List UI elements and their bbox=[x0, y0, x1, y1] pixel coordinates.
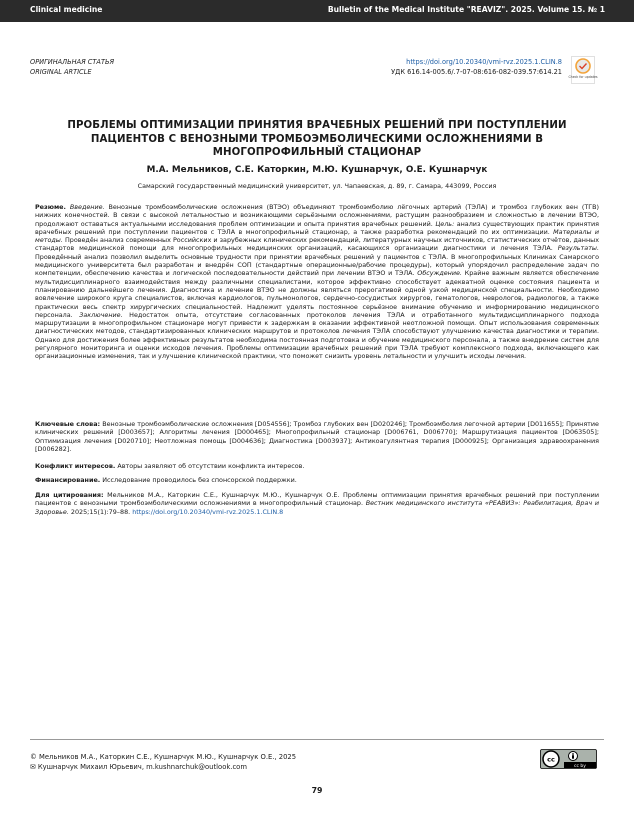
footer-info bbox=[30, 752, 296, 772]
keywords bbox=[35, 420, 599, 453]
article-identifiers bbox=[391, 58, 562, 77]
aim-text: анализ существующих практик принятия врачебных решений при поступлении пациентов с ТЭЛА в многопрофильный стационар, а также разработка рекомендаций по их оптимизации. bbox=[35, 219, 600, 236]
citation-label: Для цитирования: bbox=[35, 491, 104, 499]
svg-text:cc: cc bbox=[547, 755, 555, 764]
keywords-text: Венозные тромбоэмболические осложнения [D054556]; Тромбоз глубоких вен [D020246]; Тромбоэмболия легочной артерии [D011655]; Принятие клинических решений [D003657]; Алгоритмы лечения [D000465]; Многопрофильный стационар [D006761, D006770]; Маршрутизация пациентов [D063505]; Оптимизация лечения [D020710]; Неотложная помощь [D004636]; Диагностика [D003937]; Антикоагулянтная терапия [D000925]; Организация здравоохранения [D006282]. bbox=[35, 420, 599, 453]
citation-journal: Вестник медицинского института «РЕАВИЗ»: Реабилитация, Врач и Здоровье. bbox=[35, 499, 599, 516]
keywords-label: Ключевые слова: bbox=[35, 420, 101, 428]
journal-issue: Bulletin of the Medical Institute "REAVIZ". 2025. Volume 15. № 1 bbox=[327, 5, 605, 14]
results-text: Проведённый анализ позволил выделить основные трудности при принятии врачебных решений у пациентов с ТЭЛА. В многопрофильных Клиниках Самарского медицинского университета был разработан и внедрён СОП (стандартные операционные/рабочие процедуры), который упорядочил распределение задач по компетенции, обеспечению качества и логической последовательности действий при лечении ВТЭО и ТЭЛА. bbox=[35, 252, 599, 278]
conflict-of-interest bbox=[35, 462, 599, 470]
intro-label: Введение. bbox=[69, 203, 105, 211]
article-type-en: ORIGINAL ARTICLE bbox=[30, 67, 92, 76]
article-title: ПРОБЛЕМЫ ОПТИМИЗАЦИИ ПРИНЯТИЯ ВРАЧЕБНЫХ РЕШЕНИЙ ПРИ ПОСТУПЛЕНИИ ПАЦИЕНТОВ С ВЕНОЗНЫМИ ТРОМБОЭМБОЛИЧЕСКИМИ ОСЛОЖНЕНИЯМИ В МНОГОПРОФИЛЬНЫЙ СТАЦИОНАР bbox=[67, 120, 567, 158]
article-type-ru: ОРИГИНАЛЬНАЯ СТАТЬЯ bbox=[30, 58, 115, 66]
citation-doi-link[interactable]: https://doi.org/10.20340/vmi-rvz.2025.1.CLIN.8 bbox=[132, 507, 284, 516]
doi-link[interactable]: https://doi.org/10.20340/vmi-rvz.2025.1.CLIN.8 bbox=[406, 58, 562, 66]
conclusion-text: Недостаток опыта, отсутствие согласованных протоколов лечения ТЭЛА и отработанного мультидисциплинарного подхода маршрутизации в многопрофильном стационаре могут привести к задержкам в оказании эффективной неотложной помощи. Опыт использования современных диагностических методов, стандартизированных клинических маршрутов и протоколов лечения ТЭЛА способствуют улучшению качества диагностики и терапии. Однако для достижения более эффективных результатов необходима постоянная подготовка и обучение медицинского персонала, а также внедрение систем для регулярного мониторинга и оценки исходов лечения. Проблемы оптимизации врачебных решений при ТЭЛА требуют комплексного подхода, включающего как организационные изменения, так и улучшение клинической практики, что поможет снизить уровень летальности и улучшить исходы лечения. bbox=[35, 310, 600, 361]
author-list: М.А. Мельников, С.Е. Каторкин, М.Ю. Кушнарчук, О.Е. Кушнарчук bbox=[146, 165, 488, 175]
conclusion-label: Заключение. bbox=[79, 310, 123, 319]
footer-divider bbox=[30, 739, 604, 740]
cc-license-badge[interactable] bbox=[540, 749, 597, 769]
citation-text: Мельников М.А., Каторкин С.Е., Кушнарчук М.Ю., Кушнарчук О.Е. Проблемы оптимизации принятия врачебных решений при поступлении пациентов с венозными тромбоэмболическими осложнениями в многопрофильный стационар. bbox=[35, 491, 599, 508]
article-type bbox=[30, 58, 114, 77]
abstract bbox=[35, 203, 599, 361]
affiliation: Самарский государственный медицинский университет, ул. Чапаевская, д. 89, г. Самара, 443099, Россия bbox=[137, 182, 497, 190]
section-name: Clinical medicine bbox=[30, 5, 103, 14]
copyright: © Мельников М.А., Каторкин С.Е., Кушнарчук М.Ю., Кушнарчук О.Е., 2025 bbox=[30, 753, 297, 761]
check-for-updates-badge[interactable] bbox=[568, 56, 598, 84]
citation-year-pages: 2025;15(1):79–88. bbox=[68, 507, 133, 516]
funding bbox=[35, 476, 599, 484]
funding-label: Финансирование. bbox=[35, 476, 101, 484]
methods-label: Материалы и методы. bbox=[35, 227, 600, 245]
check-updates-icon bbox=[568, 56, 598, 84]
methods-text: Проведён анализ современных Российских и зарубежных клинических рекомендаций, литературных научных источников, статистических отчётов, данных стандартов медицинской помощи для многопрофильных медицинских организаций, касающихся организации диагностики и лечения ТЭЛА. bbox=[35, 236, 599, 253]
aim-label: Цель: bbox=[435, 219, 455, 228]
discussion-label: Обсуждение. bbox=[417, 269, 462, 278]
page-number: 79 bbox=[311, 786, 323, 795]
running-header bbox=[0, 0, 634, 22]
funding-text: Исследование проводилось без спонсорской поддержки. bbox=[100, 476, 297, 484]
results-label: Результаты. bbox=[557, 244, 599, 253]
corresponding-author: ✉ Кушнарчук Михаил Юрьевич, m.kushnarchuk@outlook.com bbox=[30, 763, 247, 771]
udc-code: УДК 616.14-005.6/.7-07-08:616-082-039.57:614.21 bbox=[391, 67, 562, 76]
citation bbox=[35, 491, 599, 516]
abstract-label: Резюме. bbox=[35, 203, 66, 211]
check-badge-text: Check for updates bbox=[568, 75, 598, 79]
conflict-text: Авторы заявляют об отсутствии конфликта интересов. bbox=[115, 462, 305, 470]
intro-text: Венозные тромбоэмболические осложнения (ВТЭО) объединяют тромбоэмболию лёгочных артерий (ТЭЛА) и тромбоз глубоких вен (ТГВ) нижних конечностей. В связи с высокой летальностью и возникающими серьёзными осложнениями, растущим разнообразием и сложностью в лечении ВТЭО, продолжают оставаться актуальными исследования проблем оптимизации и опыта принятия врачебных решений. bbox=[35, 203, 599, 228]
discussion-text: Крайне важным является обеспечение мультидисциплинарного взаимодействия между различными специалистами, которое эффективно способствует адекватной оценке состояния пациента и планированию дальнейшего лечения. Диагностика и лечение ВТЭО не должны являться прерогативой одной узкой медицинской специальности. Необходимо вовлечение широкого круга специалистов, включая кардиологов, пульмонологов, сердечно-сосудистых хирургов, гематологов, неврологов, радиологов, а также практически весь спектр хирургических специальностей. Надлежит уделять постоянное серьёзное внимание обучению и информированию медицинского персонала. bbox=[35, 269, 599, 319]
conflict-label: Конфликт интересов. bbox=[35, 462, 116, 470]
cc-by-icon bbox=[540, 749, 597, 769]
cc-license-text: cc by bbox=[574, 764, 586, 769]
